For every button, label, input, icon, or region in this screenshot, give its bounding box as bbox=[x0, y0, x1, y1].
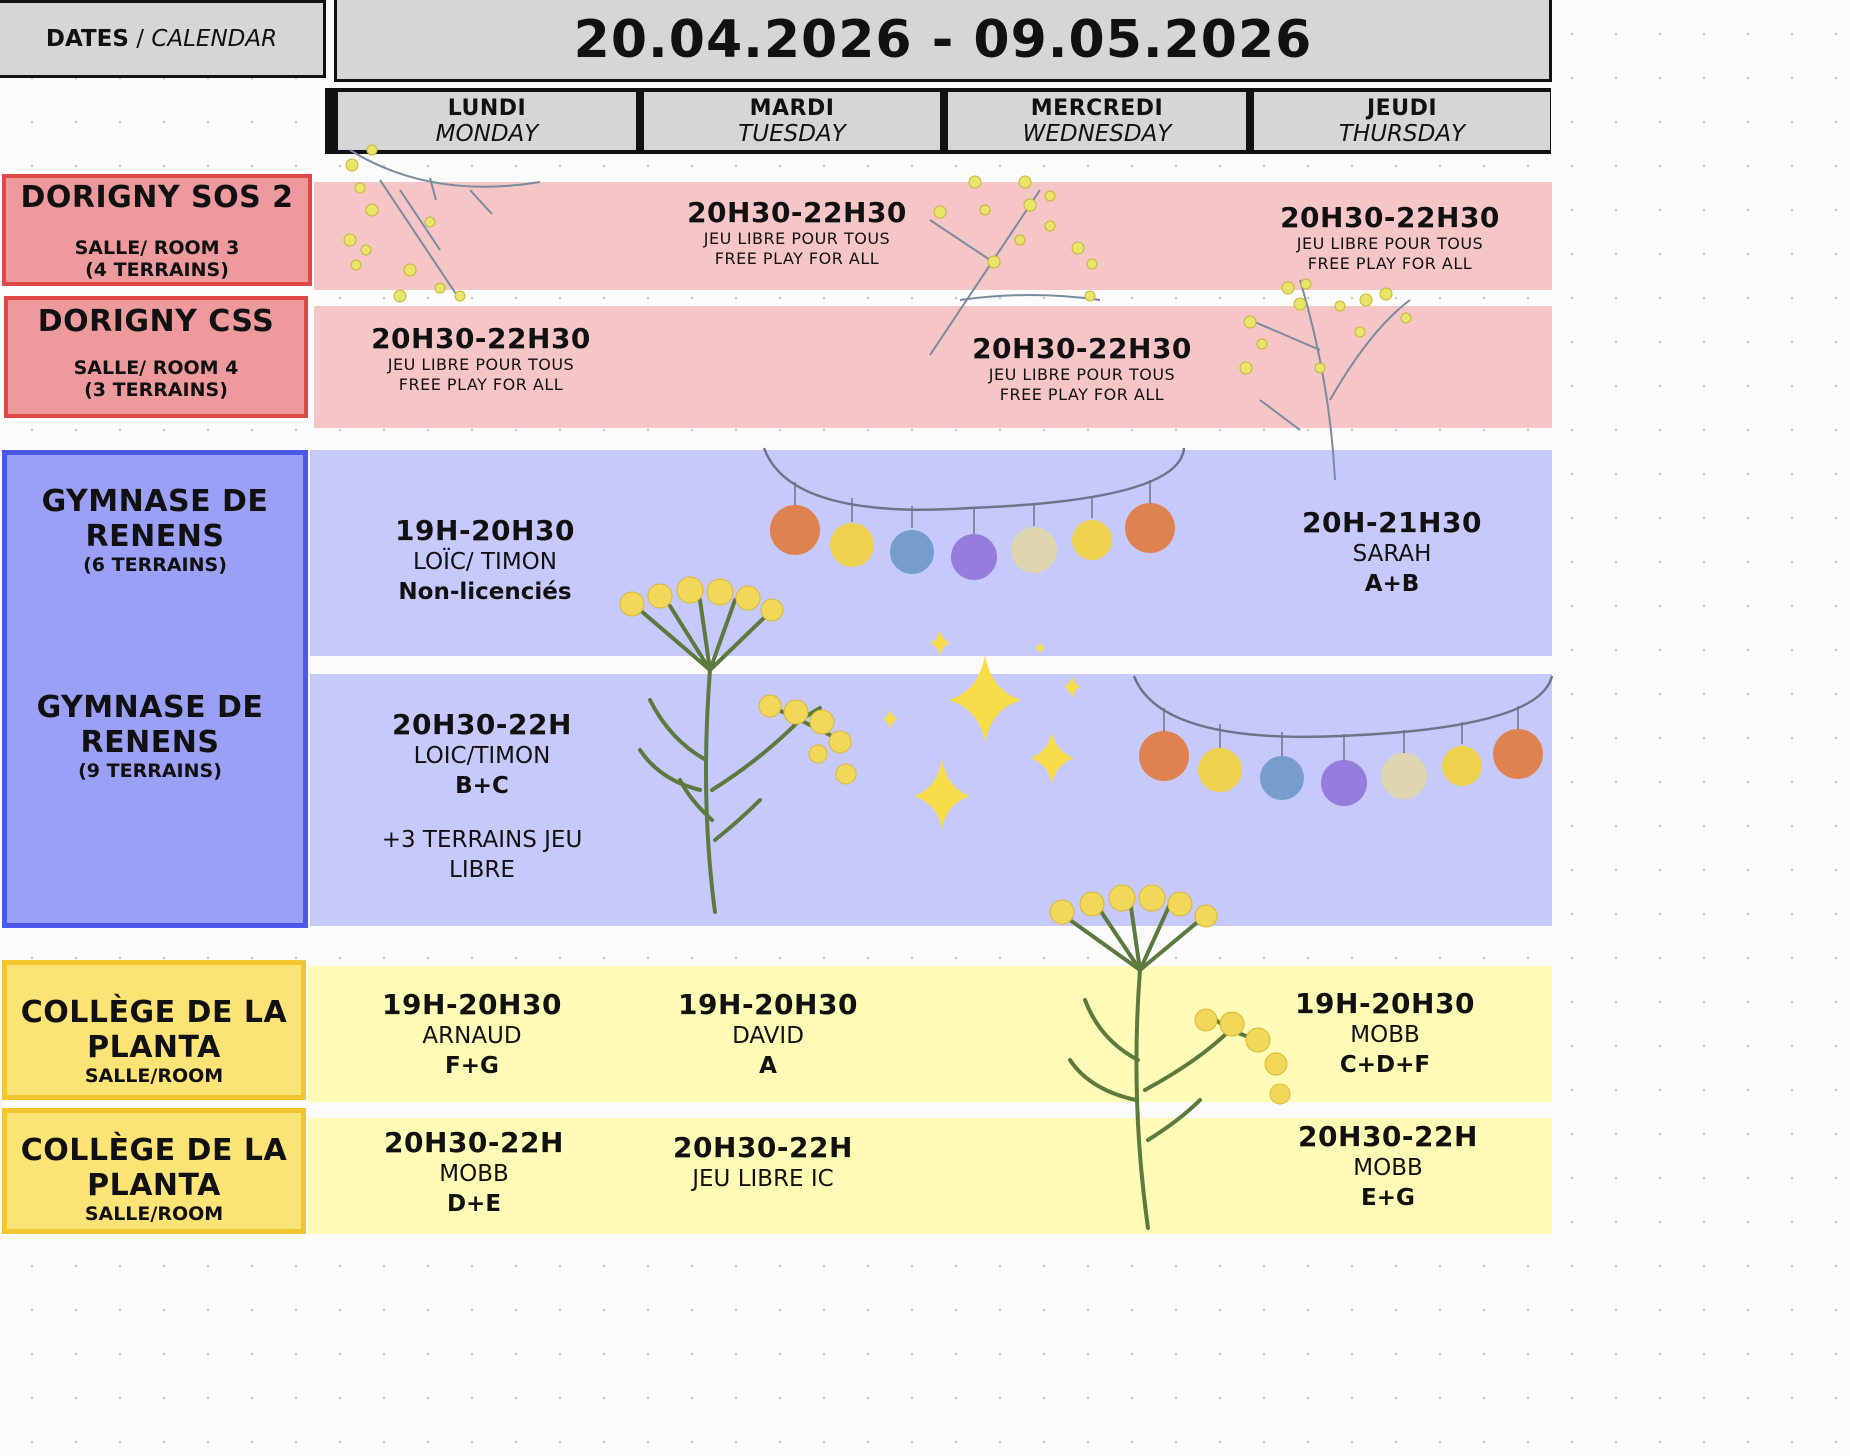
venue-name: DORIGNY CSS bbox=[37, 304, 275, 339]
session-time: 20H30-22H bbox=[392, 708, 572, 741]
day-fr: JEUDI bbox=[1366, 95, 1438, 121]
session-planta1-thursday bbox=[1295, 987, 1475, 1080]
session-line-fr: JEU LIBRE POUR TOUS bbox=[703, 229, 891, 248]
day-header-tuesday bbox=[644, 92, 940, 150]
session-time: 20H30-22H bbox=[384, 1126, 564, 1159]
venue-courts: (9 TERRAINS) bbox=[78, 760, 222, 782]
session-css-monday bbox=[371, 322, 591, 395]
session-line-fr: JEU LIBRE POUR TOUS bbox=[1296, 234, 1484, 253]
day-header-thursday bbox=[1254, 92, 1550, 150]
venue-room: SALLE/ROOM bbox=[84, 1065, 224, 1087]
venue-planta-2 bbox=[2, 1108, 306, 1234]
day-en: TUESDAY bbox=[738, 120, 846, 147]
session-renens6-monday bbox=[395, 514, 575, 607]
session-extra: +3 TERRAINS JEU bbox=[381, 827, 583, 853]
session-planta1-tuesday bbox=[678, 988, 858, 1081]
session-line-fr: JEU LIBRE POUR TOUS bbox=[988, 365, 1176, 384]
session-group: A bbox=[759, 1053, 777, 1079]
session-line-en: FREE PLAY FOR ALL bbox=[999, 385, 1165, 404]
venue-name-line1: GYMNASE DE bbox=[36, 690, 264, 725]
session-line-en: FREE PLAY FOR ALL bbox=[398, 375, 564, 394]
session-group: F+G bbox=[445, 1053, 499, 1079]
day-header-monday bbox=[338, 92, 636, 150]
venue-renens-9 bbox=[0, 690, 300, 790]
session-time: 20H30-22H30 bbox=[1280, 201, 1500, 234]
day-en: MONDAY bbox=[435, 120, 539, 147]
session-planta2-thursday bbox=[1298, 1120, 1478, 1213]
session-css-wednesday bbox=[972, 332, 1192, 405]
session-coach: LOIC/TIMON bbox=[413, 743, 551, 769]
venue-dorigny-css bbox=[4, 296, 308, 418]
session-time: 19H-20H30 bbox=[395, 514, 575, 547]
date-range: 20.04.2026 - 09.05.2026 bbox=[573, 9, 1313, 70]
venue-planta-1 bbox=[2, 960, 306, 1100]
venue-courts: (6 TERRAINS) bbox=[83, 554, 227, 576]
venue-room: SALLE/ROOM bbox=[84, 1203, 224, 1225]
session-renens9-monday bbox=[382, 708, 583, 885]
venue-name-line1: GYMNASE DE bbox=[41, 484, 269, 519]
day-en: WEDNESDAY bbox=[1022, 120, 1172, 147]
session-group: E+G bbox=[1361, 1185, 1415, 1211]
venue-name-line1: COLLÈGE DE LA bbox=[20, 995, 288, 1030]
venue-room: SALLE/ ROOM 4 bbox=[73, 357, 239, 379]
day-fr: MARDI bbox=[749, 95, 835, 121]
venue-name-line2: PLANTA bbox=[87, 1030, 221, 1065]
venue-courts: (4 TERRAINS) bbox=[85, 259, 229, 281]
session-coach: MOBB bbox=[1350, 1022, 1420, 1048]
session-group: A+B bbox=[1364, 571, 1420, 597]
session-time: 20H30-22H30 bbox=[371, 322, 591, 355]
session-time: 20H30-22H bbox=[673, 1131, 853, 1164]
date-range-header bbox=[334, 0, 1552, 82]
venue-room: SALLE/ ROOM 3 bbox=[74, 237, 240, 259]
day-en: THURSDAY bbox=[1338, 120, 1466, 147]
session-sos2-thursday bbox=[1280, 201, 1500, 274]
session-group: B+C bbox=[455, 773, 509, 799]
dates-header bbox=[0, 0, 326, 78]
session-time: 20H30-22H bbox=[1298, 1120, 1478, 1153]
venue-name-line2: RENENS bbox=[85, 519, 225, 554]
venue-name-line2: RENENS bbox=[80, 725, 220, 760]
dates-label: DATES bbox=[45, 26, 129, 52]
session-time: 19H-20H30 bbox=[382, 988, 562, 1021]
session-time: 20H30-22H30 bbox=[687, 196, 907, 229]
session-renens6-thursday bbox=[1302, 506, 1482, 599]
session-planta1-monday bbox=[382, 988, 562, 1081]
session-time: 20H30-22H30 bbox=[972, 332, 1192, 365]
dates-separator: / bbox=[128, 26, 152, 52]
venue-renens-6 bbox=[2, 484, 308, 594]
session-coach: SARAH bbox=[1352, 541, 1432, 567]
session-coach: JEU LIBRE IC bbox=[692, 1166, 834, 1192]
session-sos2-tuesday bbox=[687, 196, 907, 269]
session-coach: MOBB bbox=[1353, 1155, 1423, 1181]
session-time: 20H-21H30 bbox=[1302, 506, 1482, 539]
day-fr: LUNDI bbox=[447, 95, 527, 121]
day-fr: MERCREDI bbox=[1030, 95, 1164, 121]
session-planta2-monday bbox=[384, 1126, 564, 1219]
session-group: Non-licenciés bbox=[398, 579, 572, 605]
venue-courts: (3 TERRAINS) bbox=[84, 379, 228, 401]
session-coach: MOBB bbox=[439, 1161, 509, 1187]
session-line-fr: JEU LIBRE POUR TOUS bbox=[387, 355, 575, 374]
session-extra: LIBRE bbox=[449, 857, 515, 883]
venue-dorigny-sos2 bbox=[2, 174, 312, 286]
venue-name-line2: PLANTA bbox=[87, 1168, 221, 1203]
venue-name: DORIGNY SOS 2 bbox=[20, 180, 294, 215]
venue-name-line1: COLLÈGE DE LA bbox=[20, 1133, 288, 1168]
session-coach: LOÏC/ TIMON bbox=[412, 549, 557, 575]
session-coach: ARNAUD bbox=[422, 1023, 522, 1049]
session-planta2-tuesday bbox=[673, 1131, 853, 1194]
calendar-label: CALENDAR bbox=[151, 26, 278, 52]
session-line-en: FREE PLAY FOR ALL bbox=[714, 249, 880, 268]
session-group: D+E bbox=[446, 1191, 502, 1217]
session-coach: DAVID bbox=[732, 1023, 804, 1049]
session-line-en: FREE PLAY FOR ALL bbox=[1307, 254, 1473, 273]
session-time: 19H-20H30 bbox=[1295, 987, 1475, 1020]
session-time: 19H-20H30 bbox=[678, 988, 858, 1021]
session-group: C+D+F bbox=[1339, 1052, 1431, 1078]
day-header-wednesday bbox=[948, 92, 1246, 150]
